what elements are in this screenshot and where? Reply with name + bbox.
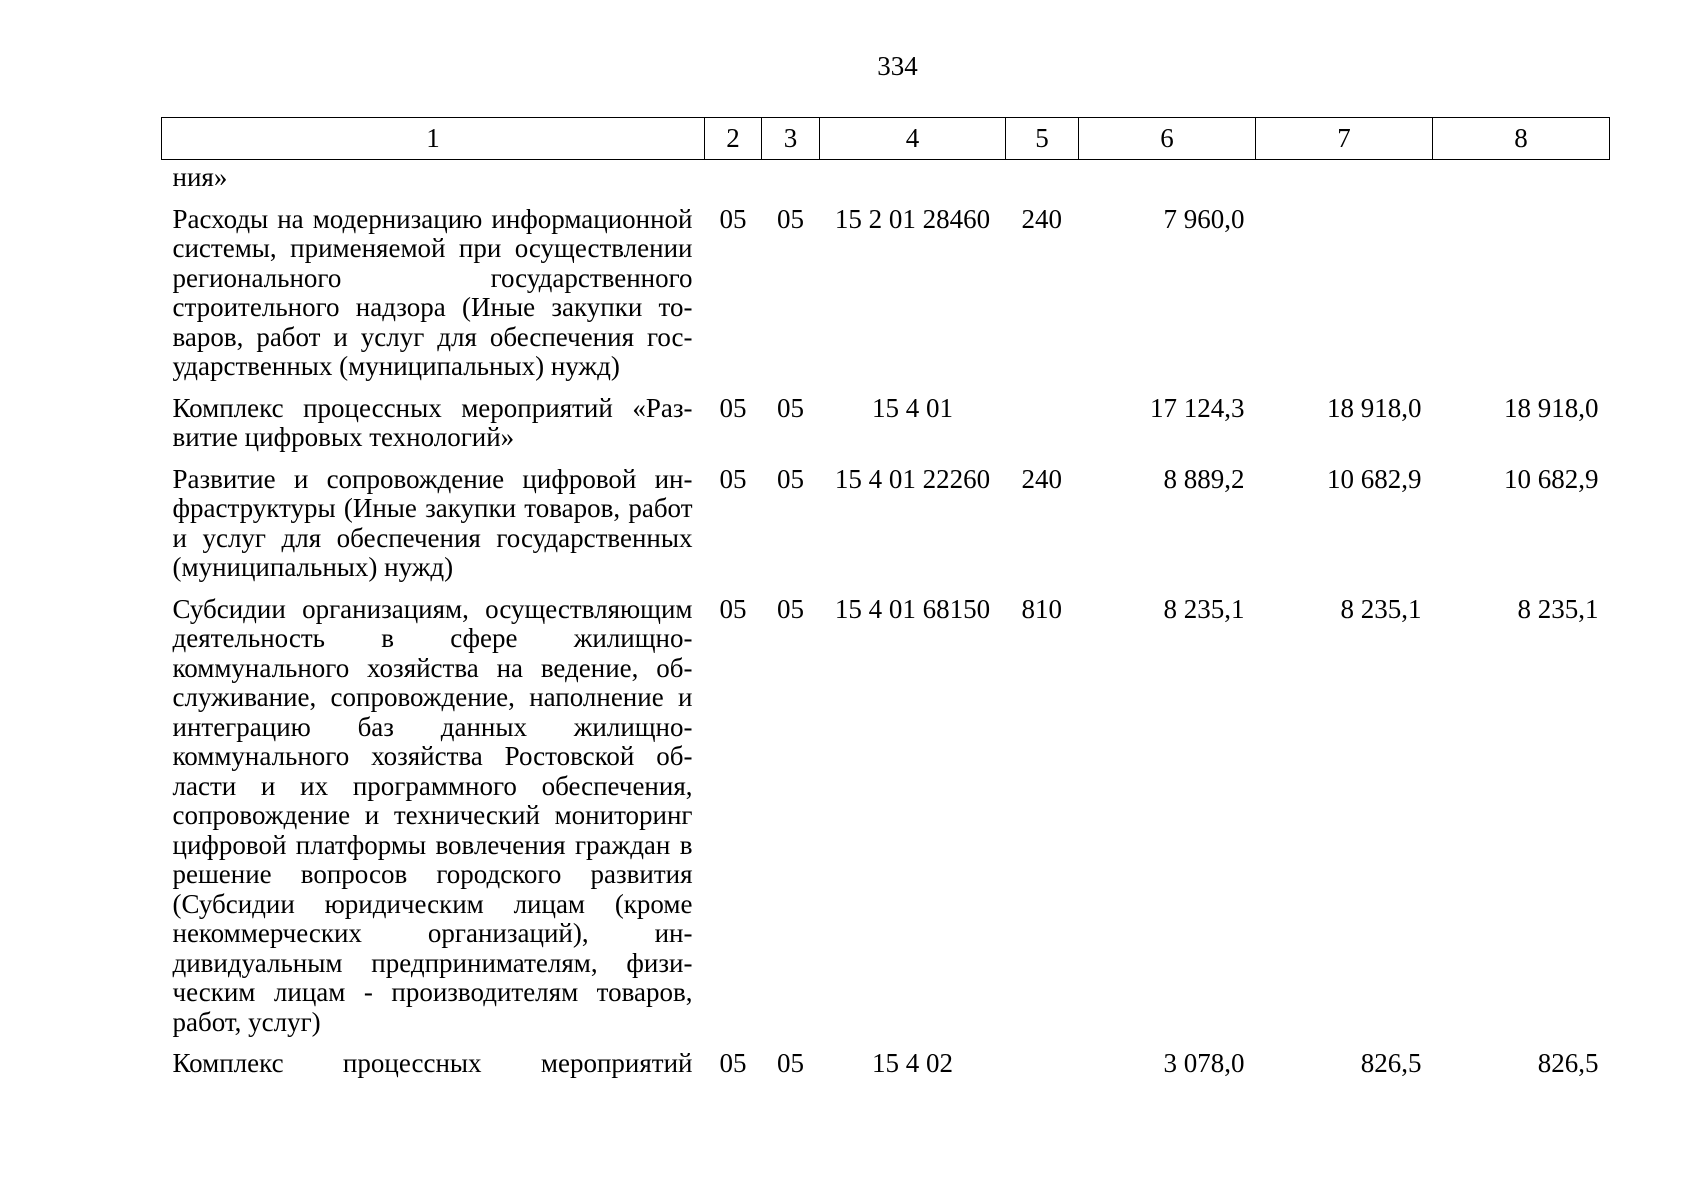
expense-type-cell (1006, 382, 1079, 453)
target-article-cell: 15 2 01 28460 (834, 203, 991, 234)
item-name-cell: Субсидии организациям, осуществляющим деятельность в сфере жилищно-коммунального хозяйства на ведение, обслуживание, сопровождение, наполнение и интеграцию баз данных жилищно-коммунального хозяйства Ростовской области и их программного обеспечения, сопровождение и технический мониторинг цифровой платформы вовлечения граждан в решение вопросов городского развития (Субсидии юридическим лицам (кроме некоммерческих организаций), индивидуальным предпринимателям, физическим лицам - производителям товаров, работ, услуг) (172, 593, 693, 1037)
item-name-cell: Комплекс процессных мероприятий (172, 1048, 693, 1078)
amount-year1-cell: 17 124,3 (1150, 392, 1245, 423)
amount-year1-cell: 3 078,0 (1163, 1048, 1245, 1078)
section-cell: 05 (719, 392, 747, 423)
amount-year3-cell (1433, 160, 1610, 193)
page-number: 334 (877, 51, 918, 81)
subsection-cell (762, 160, 820, 193)
target-article-cell: 15 4 01 22260 (834, 463, 991, 494)
expense-type-cell (1006, 160, 1079, 193)
column-header: 7 (1256, 118, 1433, 160)
table-row (162, 160, 1610, 193)
item-name-cell: ния» (172, 162, 228, 192)
section-cell: 05 (719, 593, 747, 624)
amount-year3-cell: 826,5 (1537, 1048, 1599, 1078)
amount-year3-cell (1433, 193, 1610, 382)
expense-type-cell: 240 (1021, 463, 1062, 494)
section-cell (705, 160, 762, 193)
amount-year3-cell: 10 682,9 (1504, 463, 1599, 494)
item-name-cell: Комплекс процессных мероприятий «Развитие цифровых технологий» (172, 392, 693, 452)
subsection-cell: 05 (777, 463, 804, 494)
amount-year2-cell (1256, 193, 1433, 382)
target-article-cell: 15 4 01 (872, 392, 953, 423)
amount-year3-cell: 18 918,0 (1504, 392, 1599, 423)
amount-year3-cell: 8 235,1 (1517, 593, 1599, 624)
column-header: 8 (1433, 118, 1610, 160)
subsection-cell: 05 (777, 1048, 804, 1078)
amount-year2-cell: 8 235,1 (1340, 593, 1422, 624)
amount-year1-cell: 8 235,1 (1163, 593, 1245, 624)
expense-type-cell: 810 (1021, 593, 1062, 624)
budget-table (161, 117, 1610, 1079)
column-header: 2 (705, 118, 762, 160)
subsection-cell: 05 (777, 203, 804, 234)
column-number-header-row (162, 118, 1610, 160)
target-article-cell: 15 4 02 (872, 1048, 953, 1078)
target-article-cell: 15 4 01 68150 (834, 593, 991, 624)
column-header: 4 (820, 118, 1006, 160)
expense-type-cell: 240 (1021, 203, 1062, 234)
amount-year1-cell: 7 960,0 (1163, 203, 1245, 234)
target-article-cell (820, 160, 1006, 193)
amount-year2-cell (1256, 160, 1433, 193)
item-name-cell: Развитие и сопровождение цифровой инфраструктуры (Иные закупки товаров, работ и услуг для обеспечения государственных (муниципальных) нужд) (172, 463, 693, 582)
table-row (162, 1037, 1610, 1079)
table-row (162, 193, 1610, 382)
table-row (162, 453, 1610, 583)
amount-year2-cell: 10 682,9 (1327, 463, 1422, 494)
section-cell: 05 (719, 1048, 747, 1078)
table-row (162, 583, 1610, 1038)
amount-year2-cell: 18 918,0 (1327, 392, 1422, 423)
section-cell: 05 (719, 463, 747, 494)
subsection-cell: 05 (777, 593, 804, 624)
column-header: 1 (162, 118, 705, 160)
section-cell: 05 (719, 203, 747, 234)
amount-year1-cell: 8 889,2 (1163, 463, 1245, 494)
expense-type-cell (1006, 1037, 1079, 1079)
column-header: 6 (1079, 118, 1256, 160)
amount-year1-cell (1079, 160, 1256, 193)
column-header: 3 (762, 118, 820, 160)
table-row (162, 382, 1610, 453)
subsection-cell: 05 (777, 392, 804, 423)
amount-year2-cell: 826,5 (1360, 1048, 1422, 1078)
column-header: 5 (1006, 118, 1079, 160)
item-name-cell: Расходы на модернизацию информационной системы, применяемой при осуществлении регионального государственного строительного надзора (Иные закупки товаров, работ и услуг для обеспечения государственных (муниципальных) нужд) (172, 203, 693, 381)
